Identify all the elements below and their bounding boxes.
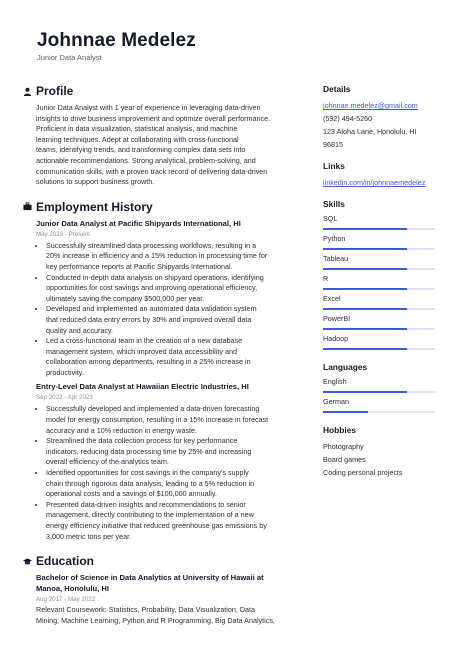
job-title: Entry-Level Data Analyst at Hawaiian Electric Industries, HI <box>36 382 249 392</box>
skill-level-bar <box>323 248 435 250</box>
degree-title <box>36 573 300 594</box>
hobby-item: Photography <box>323 442 364 451</box>
bullet-line: collaboration among departments, resulting in a 25% increase in <box>46 357 251 367</box>
bullet-line: quality and accuracy. <box>46 325 113 335</box>
skill-level-bar <box>323 308 435 310</box>
profile-line: learning techniques. Adept at collaborating with cross-functional <box>36 134 239 144</box>
hobbies-section <box>323 425 435 479</box>
skill-level-fill <box>323 248 407 250</box>
bullet-line: • Conducted in-depth data analysis on shipyard operations, identifying <box>46 272 264 282</box>
language-name: German <box>323 397 349 406</box>
profile-summary <box>36 103 300 188</box>
sidebar-column <box>323 84 435 479</box>
employment-section <box>22 200 300 542</box>
profile-line: solutions to support business growth. <box>36 177 155 187</box>
candidate-job-title: Junior Data Analyst <box>37 53 102 62</box>
job-bullet <box>46 241 300 273</box>
profile-heading: Profile <box>36 84 74 98</box>
profile-line: actionable recommendations. Strong analytical, problem-solving, and <box>36 155 256 165</box>
degree-line: Manoa, Honolulu, HI <box>36 583 109 593</box>
bullet-line: • Streamlined the data collection process for key performance <box>46 436 238 446</box>
degree-line: Bachelor of Science in Data Analytics at University of Hawaii at <box>36 573 264 583</box>
job-entry <box>36 219 300 379</box>
candidate-name: Johnnae Medelez <box>37 30 196 51</box>
languages-section <box>323 362 435 413</box>
skill-level-fill <box>323 348 407 350</box>
job-date: Sep 2022 - Apr 2023 <box>36 394 93 402</box>
bullet-line: operational costs and a savings of $100,000 annually. <box>46 489 217 499</box>
person-icon <box>22 86 32 96</box>
links-heading: Links <box>323 161 345 171</box>
language-level-fill <box>323 411 368 413</box>
skill-level-fill <box>323 268 407 270</box>
job-title: Junior Data Analyst at Pacific Shipyards International, HI <box>36 218 241 228</box>
skill-level-fill <box>323 228 407 230</box>
education-section <box>22 554 300 626</box>
bullet-line: 20% increase in efficiency and a 15% reduction in processing time for <box>46 251 268 261</box>
bullet-line: • Successfully streamlined data processing workflows, resulting in a <box>46 240 257 250</box>
profile-line: teams, identifying trends, and transforming complex data sets into <box>36 145 246 155</box>
skill-name: Python <box>323 234 346 243</box>
details-section <box>323 84 435 151</box>
job-bullet <box>46 304 300 336</box>
bullet-line: management, directly contributing to the implementation of a new <box>46 510 254 520</box>
linkedin-link[interactable]: linkedin.com/in/johnnaemedelez <box>323 178 426 187</box>
email-link[interactable]: johnnae.medelez@gmail.com <box>323 101 418 110</box>
hobbies-heading: Hobbies <box>323 425 357 435</box>
profile-line: communication skills, with a proven track record of delivering data-driven <box>36 166 268 176</box>
language-level-fill <box>323 391 407 393</box>
skills-heading: Skills <box>323 199 345 209</box>
graduation-cap-icon <box>22 556 32 566</box>
language-item <box>323 377 435 393</box>
bullet-line: model for energy consumption, resulting in a 15% increase in forecast <box>46 415 269 425</box>
bullet-line: accuracy and a 10% reduction in energy waste. <box>46 425 198 435</box>
job-bullet <box>46 436 300 468</box>
languages-heading: Languages <box>323 362 368 372</box>
education-heading: Education <box>36 554 95 569</box>
coursework-line: Mining, Machine Learning, Python and R Programming, Big Data Analytics, <box>36 615 275 625</box>
bullet-line: energy efficiency initiative that reduced greenhouse gas emissions by <box>46 521 267 530</box>
job-bullet <box>46 500 300 542</box>
education-date: Aug 2017 - May 2022 <box>36 596 96 604</box>
job-bullets <box>36 241 300 379</box>
skill-name: PowerBI <box>323 314 351 323</box>
profile-line: Junior Data Analyst with 1 year of experience in leveraging data-driven <box>36 103 261 112</box>
bullet-line: that reduced data entry errors by 30% and improved overall data <box>46 314 252 324</box>
language-level-bar <box>323 411 435 413</box>
skill-name: Hadoop <box>323 334 349 343</box>
skill-level-fill <box>323 308 407 310</box>
coursework <box>36 605 300 626</box>
job-bullet <box>46 273 300 305</box>
skill-level-fill <box>323 288 407 290</box>
bullet-line: • Identified opportunities for cost savings in the company's supply <box>46 468 249 478</box>
job-date: May 2023 - Present <box>36 230 90 238</box>
bullet-line: productivity. <box>46 367 84 377</box>
briefcase-icon <box>22 202 32 212</box>
skills-section <box>323 199 435 350</box>
language-item <box>323 397 435 413</box>
bullet-line: • Developed and implemented an automated data validation system <box>46 304 257 314</box>
skill-name: SQL <box>323 214 338 223</box>
bullet-line: chain through rigorous data analysis, leading to a 5% reduction in <box>46 478 255 488</box>
profile-line: Proficient in data visualization, statistical analysis, and machine <box>36 124 238 134</box>
address: 123 Aloha Lane, Honolulu, HI 96815 <box>323 127 417 149</box>
job-bullets <box>36 404 300 542</box>
skill-item <box>323 234 435 250</box>
bullet-line: indicators, reducing data processing time by 25% and increasing <box>46 446 252 456</box>
skill-name: Excel <box>323 294 341 303</box>
hobby-item: Board games <box>323 455 366 464</box>
hobby-item: Coding personal projects <box>323 468 403 477</box>
main-column <box>22 84 300 627</box>
bullet-line: • Presented data-driven insights and recommendations to senior <box>46 499 246 509</box>
language-level-bar <box>323 391 435 393</box>
bullet-line: overall efficiency of the analytics team. <box>46 457 169 467</box>
bullet-line: • Successfully developed and implemented a data-driven forecasting <box>46 404 260 414</box>
bullet-line: • Led a cross-functional team in the creation of a new database <box>46 336 243 346</box>
employment-heading: Employment History <box>36 199 153 214</box>
skill-item <box>323 274 435 290</box>
bullet-line: opportunities for cost savings and improving operational efficiency, <box>46 283 258 293</box>
profile-section <box>22 84 300 188</box>
skill-item <box>323 254 435 270</box>
coursework-line: Relevant Coursework: Statistics, Probability, Data Visualization, Data <box>36 605 256 615</box>
bullet-line: 3,000 metric tons per year. <box>46 531 132 541</box>
skill-item <box>323 334 435 350</box>
profile-line: insights to drive business improvement and optimize overall performance. <box>36 113 271 123</box>
skill-level-bar <box>323 348 435 350</box>
skill-name: Tableau <box>323 254 349 263</box>
job-entry <box>36 382 300 542</box>
resume-header <box>37 30 196 62</box>
skill-level-bar <box>323 288 435 290</box>
skill-level-bar <box>323 228 435 230</box>
details-heading: Details <box>323 84 351 94</box>
bullet-line: ultimately saving the company $500,000 per year. <box>46 293 205 303</box>
phone-number: (592) 494-5260 <box>323 114 373 123</box>
skill-level-bar <box>323 328 435 330</box>
skill-level-fill <box>323 328 407 330</box>
job-bullet <box>46 336 300 378</box>
skill-name: R <box>323 274 329 283</box>
job-bullet <box>46 468 300 500</box>
bullet-line: management system, which improved data accessibility and <box>46 346 237 356</box>
language-name: English <box>323 377 347 386</box>
skill-level-bar <box>323 268 435 270</box>
skill-item <box>323 314 435 330</box>
skill-item <box>323 294 435 310</box>
job-bullet <box>46 404 300 436</box>
skill-item <box>323 214 435 230</box>
links-section <box>323 161 435 189</box>
bullet-line: key performance reports at Pacific Shipyards International. <box>46 261 233 271</box>
